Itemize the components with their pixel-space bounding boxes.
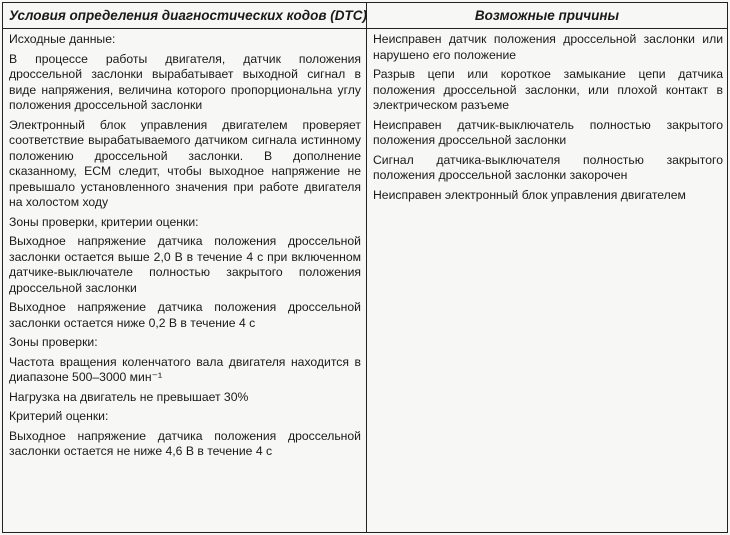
condition-item: Выходное напряжение датчика положения дроссельной заслонки остается не ниже 4,6 В в течение 4 с [9,428,361,458]
condition-item: Исходные данные: [9,32,116,46]
conditions-column [9,32,361,464]
cause-item: Сигнал датчика-выключателя полностью закрытого положения дроссельной заслонки закорочен [373,152,723,182]
condition-item: Нагрузка на двигатель не превышает 30% [9,389,249,404]
condition-item: Критерий оценки: [9,409,109,423]
condition-item: Выходное напряжение датчика положения дроссельной заслонки остается ниже 0,2 В в течение 4 с [9,300,361,330]
cause-item: Неисправен электронный блок управления двигателем [373,187,686,202]
header-causes: Возможные причины [474,8,620,23]
dtc-table [2,2,728,533]
cause-item: Неисправен датчик положения дроссельной заслонки или нарушено его положение [373,32,723,62]
condition-item: Зоны проверки, критерии оценки: [9,214,199,229]
condition-item: Частота вращения коленчатого вала двигателя находится в диапазоне 500–3000 мин⁻¹ [9,354,361,384]
header-conditions: Условия определения диагностических кодов (DTC) [9,8,367,23]
condition-item: Зоны проверки: [9,335,98,349]
causes-column [373,32,723,207]
column-divider [366,3,367,532]
cause-item: Разрыв цепи или короткое замыкание цепи датчика положения дроссельной заслонки, или плохой контакт в электрическом разъеме [373,67,723,112]
condition-item: Электронный блок управления двигателем проверяет соответствие вырабатываемого датчиком сигнала истинному положению дроссельной заслонки. В дополнение сказанному, ECM следит, чтобы выходное напряжение не превышало установленного значения при работе двигателя на холостом ходу [9,117,361,209]
header-divider [3,28,727,29]
condition-item: Выходное напряжение датчика положения дроссельной заслонки остается выше 2,0 В в течение 4 с при включенном датчике-выключателе полностью закрытого положения дроссельной заслонки [9,234,361,295]
cause-item: Неисправен датчик-выключатель полностью закрытого положения дроссельной заслонки [373,117,723,147]
condition-item: В процессе работы двигателя, датчик положения дроссельной заслонки вырабатывает выходной сигнал в виде напряжения, величина которого пропорциональна углу положения дроссельной заслонки [9,51,361,112]
